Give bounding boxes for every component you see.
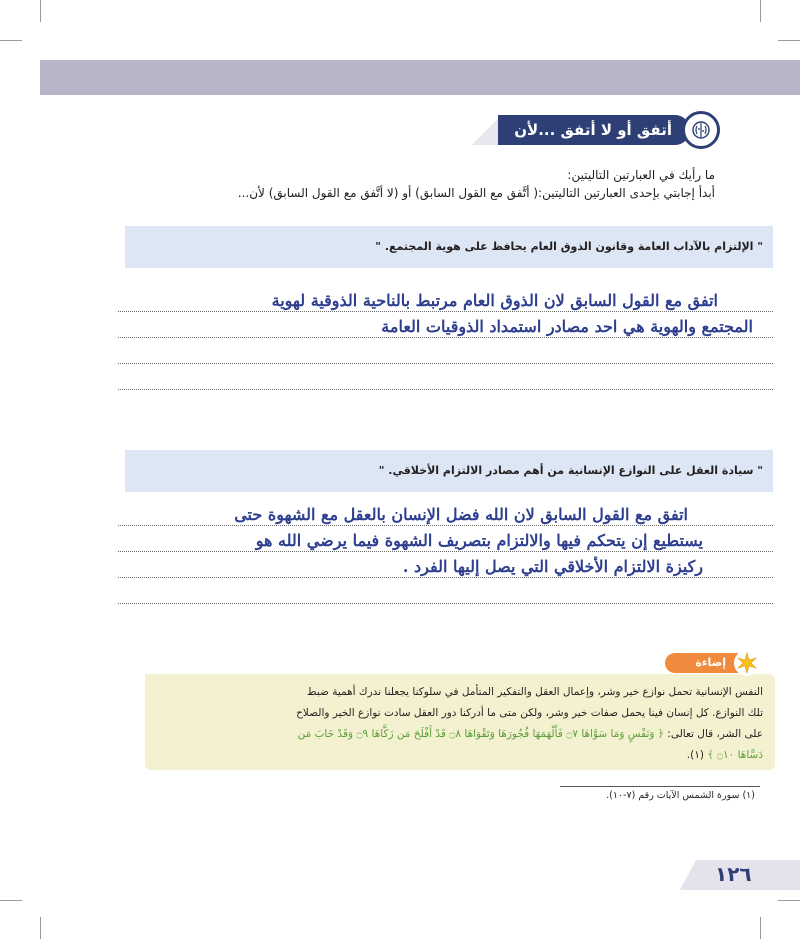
statement-box-2: " سيادة العقل على النوازع الإنسانية من أهم مصادر الالتزام الأخلاقي. "	[125, 450, 773, 492]
crop-mark	[760, 917, 761, 939]
info-tab	[665, 650, 760, 676]
answer-text: اتفق مع القول السابق لان الذوق العام مرتبط بالناحية الذوقية لهوية	[271, 291, 718, 310]
answer-line[interactable]	[118, 364, 773, 390]
crop-mark	[40, 0, 41, 22]
top-band	[40, 60, 800, 95]
quran-verse-end: دَسَّاهَا ۝١٠ ﴾	[707, 749, 763, 761]
answer-text: المجتمع والهوية هي احد مصادر استمداد الذوقيات العامة	[381, 317, 753, 336]
page-number: ١٢٦	[715, 862, 752, 886]
answer-line[interactable]	[118, 552, 773, 578]
answer-line[interactable]	[118, 312, 773, 338]
answer-line[interactable]	[118, 286, 773, 312]
intro-line-2: أبدأ إجابتي بإحدى العبارتين التاليتين:( أتَّفق مع القول السابق) أو (لا أتَّفق مع القول السابق) لأن...	[237, 186, 715, 200]
info-label: إضاءة	[665, 653, 740, 673]
answer-line[interactable]	[118, 526, 773, 552]
footnote-ref: (١).	[686, 749, 704, 761]
info-line-4	[157, 745, 763, 766]
info-box	[145, 674, 775, 770]
section-header	[472, 113, 720, 147]
answer-line[interactable]	[118, 578, 773, 604]
quran-verse: ﴿ وَنَفْسٍ وَمَا سَوَّاهَا ۝٧ فَأَلْهَمَهَا فُجُورَهَا وَتَقْوَاهَا ۝٨ قَدْ أَفْلَحَ مَن زَكَّاهَا ۝٩ وَقَدْ خَابَ مَن	[297, 728, 664, 740]
crop-mark	[0, 900, 22, 901]
info-line-2: تلك النوازع. كل إنسان فينا يحمل صفات خير وشر، ولكن متى ما أدركنا دور العقل سادت نوازع الخير والصلاح	[296, 707, 763, 719]
crop-mark	[760, 0, 761, 22]
answer-text: ركيزة الالتزام الأخلاقي التي يصل إليها الفرد .	[402, 557, 703, 576]
intro-line-1: ما رأيك في العبارتين التاليتين:	[567, 168, 715, 182]
crop-mark	[778, 40, 800, 41]
brain-icon	[682, 111, 720, 149]
footnote-rule	[560, 786, 760, 787]
answer-line[interactable]	[118, 500, 773, 526]
info-line-1: النفس الإنسانية تحمل نوازع خير وشر، وإعمال العقل والتفكير المتأمل في سلوكنا يجعلنا ندرك أهمية ضبط	[306, 686, 763, 698]
answer-area-1	[118, 286, 773, 390]
info-line-3	[157, 724, 763, 745]
answer-area-2	[118, 500, 773, 604]
answer-text: يستطيع إن يتحكم فيها والالتزام بتصريف الشهوة فيما يرضي الله هو	[255, 531, 703, 550]
footnote: (١) سورة الشمس الآيات رقم (٧-١٠).	[606, 790, 755, 801]
star-burst-icon	[734, 650, 760, 676]
crop-mark	[40, 917, 41, 939]
info-line-3-prefix: على الشر، قال تعالى:	[667, 728, 763, 740]
section-title: أتفق أو لا أتفق ...لأن	[498, 115, 690, 145]
crop-mark	[778, 900, 800, 901]
answer-line[interactable]	[118, 338, 773, 364]
crop-mark	[0, 40, 22, 41]
statement-box-1: " الإلتزام بالآداب العامة وقانون الذوق العام يحافظ على هوية المجتمع. "	[125, 226, 773, 268]
answer-text: اتفق مع القول السابق لان الله فضل الإنسان بالعقل مع الشهوة حتى	[234, 505, 688, 524]
